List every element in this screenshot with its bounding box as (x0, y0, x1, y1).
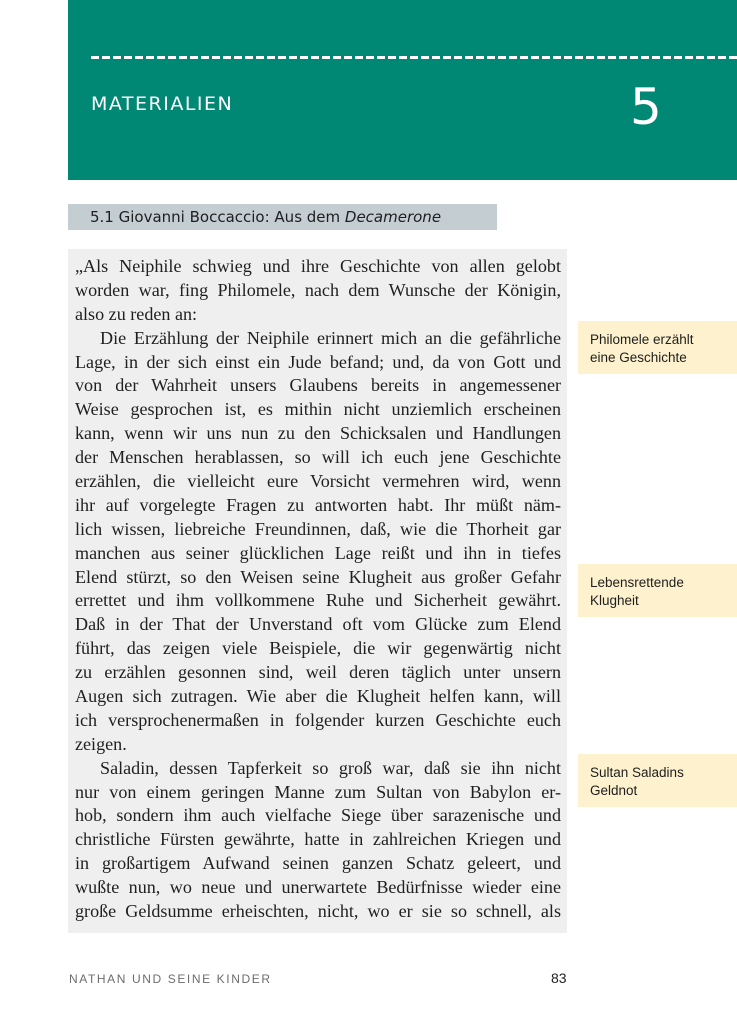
margin-note-line: Philomele erzählt (590, 332, 694, 347)
margin-note-geldnot (578, 754, 737, 807)
text-line: Weise gesprochen ist, es mithin nicht unziemlich erscheinen (75, 399, 561, 420)
text-line: Elend stürzt, so den Weisen seine Klugheit aus großer Gefahr (75, 566, 561, 587)
chapter-number: 5 (630, 78, 662, 136)
source-text-box (68, 249, 567, 933)
text-line: der Menschen herablassen, so will ich euch jene Geschichte (75, 447, 561, 468)
text-line: in großartigem Aufwand seinen ganzen Schatz geleert, und (75, 853, 561, 874)
text-line: Daß in der That der Unverstand oft vom Glücke zum Elend (75, 614, 561, 635)
text-line: Saladin, dessen Tapferkeit so groß war, daß sie ihn nicht (100, 757, 561, 778)
text-line: kann, wenn wir uns nun zu den Schicksalen und Handlungen (75, 423, 561, 444)
section-heading-text: 5.1 Giovanni Boccaccio: Aus dem (90, 208, 345, 226)
margin-note-line: Klugheit (590, 593, 639, 608)
text-line: große Geldsumme erheischten, nicht, wo er sie so schnell, als (75, 901, 561, 922)
text-line: worden war, fing Philomele, nach dem Wunsche der Königin, (75, 279, 561, 300)
text-line: Die Erzählung der Neiphile erinnert mich an die gefährliche (100, 327, 561, 348)
text-line: führt, das zeigen viele Beispiele, die wir gegenwärtig nicht (75, 638, 561, 659)
text-line: also zu reden an: (75, 303, 198, 324)
text-line: zeigen. (75, 733, 127, 754)
text-line: manchen aus seiner glücklichen Lage reißt und ihn in tiefes (75, 542, 561, 563)
footer-book-title: NATHAN UND SEINE KINDER (69, 972, 272, 986)
page-number: 83 (551, 970, 567, 986)
text-line: errettet und ihm vollkommene Ruhe und Sicherheit gewährt. (75, 590, 561, 611)
text-line: zu erzählen gesonnen sind, weil deren täglich unter unsern (75, 662, 561, 683)
dashed-divider (91, 56, 737, 59)
margin-note-line: Geldnot (590, 783, 638, 798)
text-line: nur von einem geringen Manne zum Sultan von Babylon er- (75, 781, 561, 802)
text-line: von der Wahrheit unsers Glaubens bereits in angemessener (75, 375, 561, 396)
text-line: Augen sich zutragen. Wie aber die Klugheit helfen kann, will (75, 686, 561, 707)
text-line: lich wissen, liebreiche Freundinnen, daß, wie die Thorheit gar (75, 518, 561, 539)
text-line: wußte nun, wo neue und unerwartete Bedürfnisse wieder eine (75, 877, 561, 898)
text-line: christliche Fürsten gewährte, hatte in zahlreichen Kriegen und (75, 829, 561, 850)
section-heading-work-title: Decamerone (344, 208, 442, 226)
text-line: „Als Neiphile schwieg und ihre Geschichte von allen gelobt (75, 256, 561, 276)
text-line: erzählen, die vielleicht eure Vorsicht vermehren wird, wenn (75, 471, 561, 492)
margin-note-philomele (578, 321, 737, 374)
section-heading (68, 204, 497, 230)
margin-note-line: Lebensrettende (590, 575, 684, 590)
chapter-title: MATERIALIEN (91, 93, 234, 115)
margin-note-line: eine Geschichte (590, 350, 687, 365)
text-line: Lage, in der sich einst ein Jude befand; und, da von Gott und (75, 351, 561, 372)
text-line: ihr auf vorgelegte Fragen zu antworten habt. Ihr müßt näm- (75, 494, 561, 515)
margin-note-line: Sultan Saladins (590, 765, 684, 780)
text-line: hob, sondern ihm auch vielfache Siege über sarazenische und (75, 805, 561, 826)
margin-note-klugheit (578, 564, 737, 617)
chapter-header (68, 0, 737, 180)
text-line: ich versprochenermaßen in folgender kurzen Geschichte euch (75, 709, 561, 730)
